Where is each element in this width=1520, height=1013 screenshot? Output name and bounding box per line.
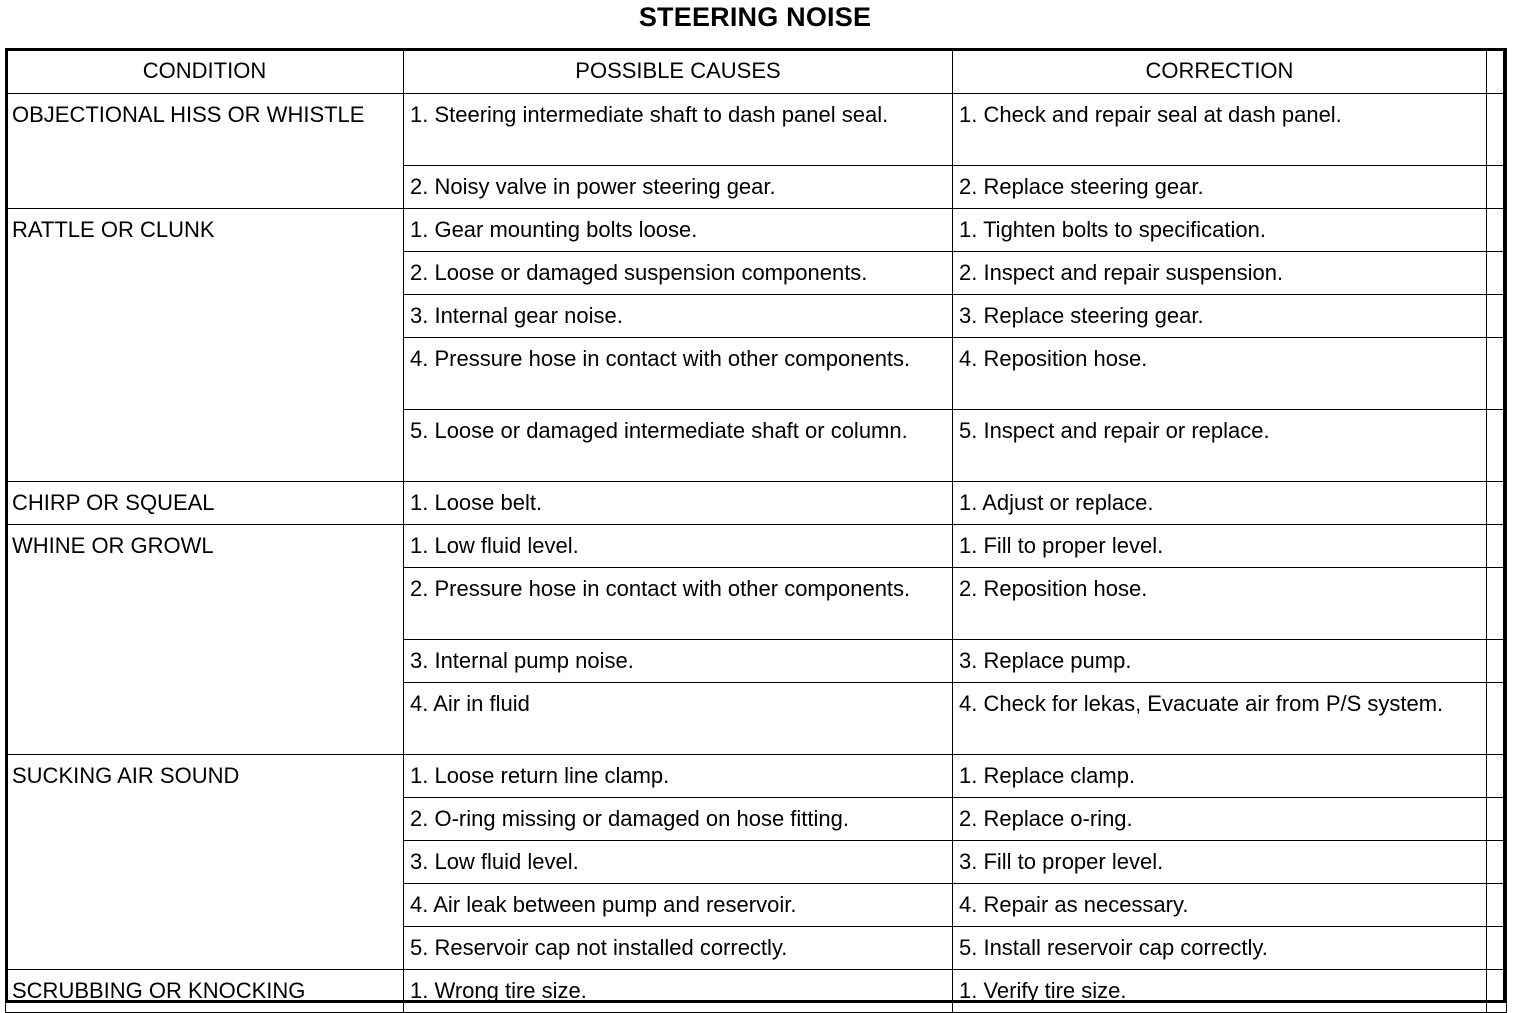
correction-cell: 4. Repair as necessary. (953, 884, 1487, 927)
correction-cell: 3. Replace pump. (953, 640, 1487, 683)
correction-cell: 2. Replace o-ring. (953, 798, 1487, 841)
cause-cell: 1. Steering intermediate shaft to dash panel seal. (404, 94, 953, 166)
correction-cell: 2. Inspect and repair suspension. (953, 252, 1487, 295)
cause-cell: 1. Gear mounting bolts loose. (404, 209, 953, 252)
correction-cell: 2. Replace steering gear. (953, 166, 1487, 209)
cause-cell: 1. Loose return line clamp. (404, 755, 953, 798)
cause-cell: 1. Loose belt. (404, 482, 953, 525)
correction-cell: 5. Install reservoir cap correctly. (953, 927, 1487, 970)
condition-cell: OBJECTIONAL HISS OR WHISTLE (6, 94, 404, 209)
correction-cell: 3. Replace steering gear. (953, 295, 1487, 338)
header-condition: CONDITION (6, 49, 404, 94)
page-title: STEERING NOISE (638, 2, 872, 32)
table-frame (5, 48, 1506, 1003)
correction-cell: 1. Check and repair seal at dash panel. (953, 94, 1487, 166)
cause-cell: 4. Air leak between pump and reservoir. (404, 884, 953, 927)
cause-cell: 2. Noisy valve in power steering gear. (404, 166, 953, 209)
cause-cell: 1. Wrong tire size. (404, 970, 953, 1013)
header-correction: CORRECTION (953, 49, 1487, 94)
cause-cell: 5. Reservoir cap not installed correctly. (404, 927, 953, 970)
header-possible-causes: POSSIBLE CAUSES (404, 49, 953, 94)
condition-cell: CHIRP OR SQUEAL (6, 482, 404, 525)
correction-cell: 1. Tighten bolts to specification. (953, 209, 1487, 252)
correction-cell: 1. Adjust or replace. (953, 482, 1487, 525)
correction-cell: 5. Inspect and repair or replace. (953, 410, 1487, 482)
correction-cell: 2. Reposition hose. (953, 568, 1487, 640)
correction-cell: 1. Fill to proper level. (953, 525, 1487, 568)
cause-cell: 4. Air in fluid (404, 683, 953, 755)
cause-cell: 3. Internal pump noise. (404, 640, 953, 683)
cause-cell: 4. Pressure hose in contact with other components. (404, 338, 953, 410)
condition-cell: SCRUBBING OR KNOCKING (6, 970, 404, 1013)
cause-cell: 2. O-ring missing or damaged on hose fitting. (404, 798, 953, 841)
cause-cell: 2. Loose or damaged suspension components. (404, 252, 953, 295)
correction-cell: 3. Fill to proper level. (953, 841, 1487, 884)
cause-cell: 2. Pressure hose in contact with other components. (404, 568, 953, 640)
correction-cell: 1. Replace clamp. (953, 755, 1487, 798)
cause-cell: 5. Loose or damaged intermediate shaft or column. (404, 410, 953, 482)
cause-cell: 3. Low fluid level. (404, 841, 953, 884)
condition-cell: WHINE OR GROWL (6, 525, 404, 755)
condition-cell: SUCKING AIR SOUND (6, 755, 404, 970)
correction-cell: 4. Reposition hose. (953, 338, 1487, 410)
condition-cell: RATTLE OR CLUNK (6, 209, 404, 482)
correction-cell: 4. Check for lekas, Evacuate air from P/S system. (953, 683, 1487, 755)
correction-cell: 1. Verify tire size. (953, 970, 1487, 1013)
cause-cell: 3. Internal gear noise. (404, 295, 953, 338)
cause-cell: 1. Low fluid level. (404, 525, 953, 568)
